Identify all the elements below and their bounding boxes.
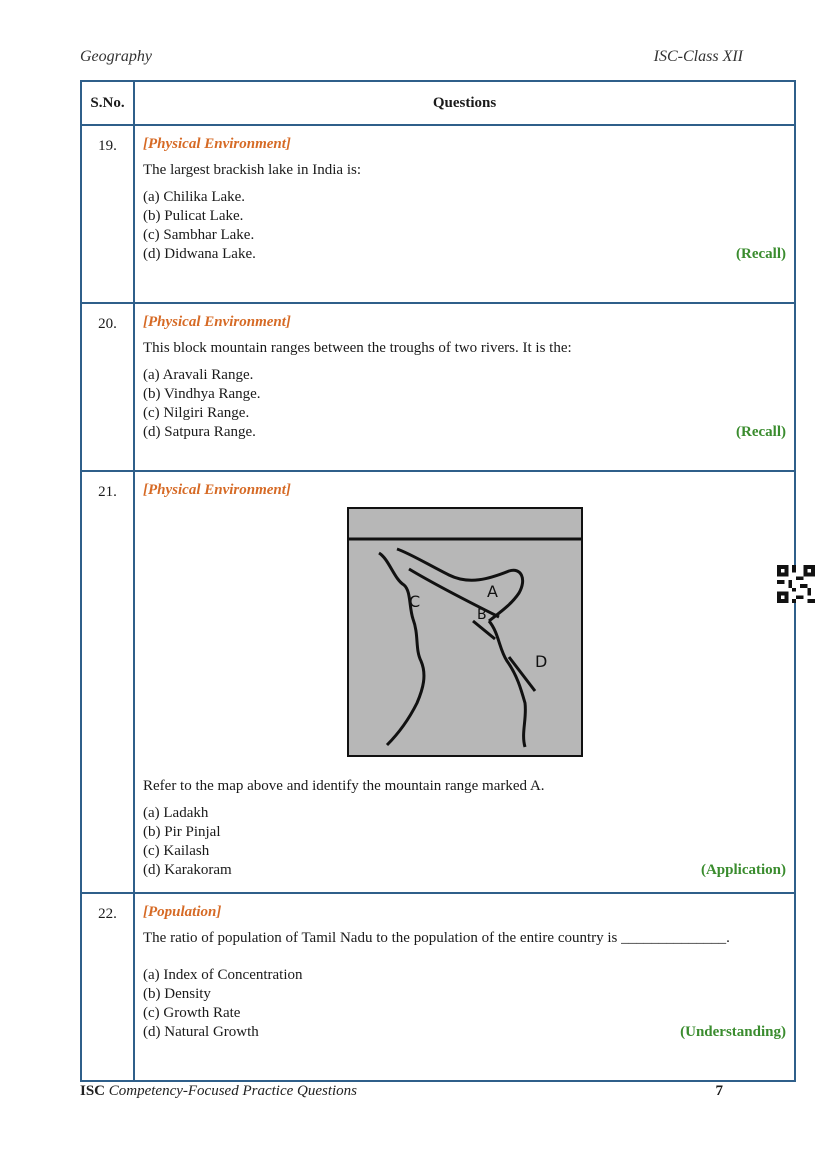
- footer-brand: ISC: [80, 1083, 106, 1099]
- footer-subtitle: Competency-Focused Practice Questions: [108, 1083, 358, 1099]
- question-row: [81, 125, 795, 303]
- header-class: ISC-Class XII: [653, 48, 743, 65]
- option-a: (a) Aravali Range.: [143, 367, 254, 383]
- himalaya-map-image: [347, 507, 583, 757]
- options-list: [143, 966, 786, 1042]
- option-c: (c) Kailash: [143, 843, 210, 859]
- question-tag: [Physical Environment]: [143, 136, 291, 152]
- questions-table: [80, 80, 796, 1082]
- option-c: (c) Growth Rate: [143, 1005, 241, 1021]
- question-number: 22.: [81, 893, 134, 1081]
- option-a: (a) Index of Concentration: [143, 967, 303, 983]
- cognitive-level: (Recall): [736, 424, 786, 440]
- question-row: [81, 303, 795, 471]
- options-list: [143, 366, 786, 442]
- header-subject: Geography: [80, 48, 152, 65]
- option-a: (a) Ladakh: [143, 805, 209, 821]
- question-number: 20.: [81, 303, 134, 471]
- options-list: [143, 804, 786, 880]
- question-number: 21.: [81, 471, 134, 893]
- question-number: 19.: [81, 125, 134, 303]
- option-d: (d) Didwana Lake.: [143, 246, 256, 262]
- footer-title: [80, 1083, 357, 1100]
- question-row: [81, 471, 795, 893]
- option-b: (b) Pir Pinjal: [143, 824, 221, 840]
- option-b: (b) Density: [143, 986, 211, 1002]
- map-label-a: A: [486, 582, 498, 601]
- option-c: (c) Sambhar Lake.: [143, 227, 255, 243]
- question-stem: This block mountain ranges between the troughs of two rivers. It is the:: [143, 340, 572, 356]
- cognitive-level: (Application): [700, 862, 786, 878]
- question-row: [81, 893, 795, 1081]
- question-stem: The largest brackish lake in India is:: [143, 162, 361, 178]
- map-label-c: C: [408, 592, 420, 611]
- map-label-b: B: [476, 607, 487, 623]
- cognitive-level: (Recall): [736, 246, 786, 262]
- options-list: [143, 188, 786, 264]
- question-tag: [Physical Environment]: [143, 314, 291, 330]
- option-b: (b) Vindhya Range.: [143, 386, 261, 402]
- column-header-questions: Questions: [134, 81, 795, 125]
- question-tag: [Population]: [143, 904, 222, 920]
- option-d: (d) Natural Growth: [143, 1024, 259, 1040]
- qr-code-icon[interactable]: [777, 564, 815, 604]
- question-tag: [Physical Environment]: [143, 482, 291, 498]
- question-stem: Refer to the map above and identify the mountain range marked A.: [143, 778, 545, 794]
- option-d: (d) Karakoram: [143, 862, 232, 878]
- page-number: 7: [715, 1083, 723, 1099]
- map-label-d: D: [534, 652, 547, 671]
- option-b: (b) Pulicat Lake.: [143, 208, 244, 224]
- option-a: (a) Chilika Lake.: [143, 189, 246, 205]
- column-header-sno: S.No.: [81, 81, 134, 125]
- option-d: (d) Satpura Range.: [143, 424, 256, 440]
- question-stem: The ratio of population of Tamil Nadu to the population of the entire country is ______________.: [143, 930, 730, 946]
- option-c: (c) Nilgiri Range.: [143, 405, 250, 421]
- cognitive-level: (Understanding): [680, 1024, 786, 1040]
